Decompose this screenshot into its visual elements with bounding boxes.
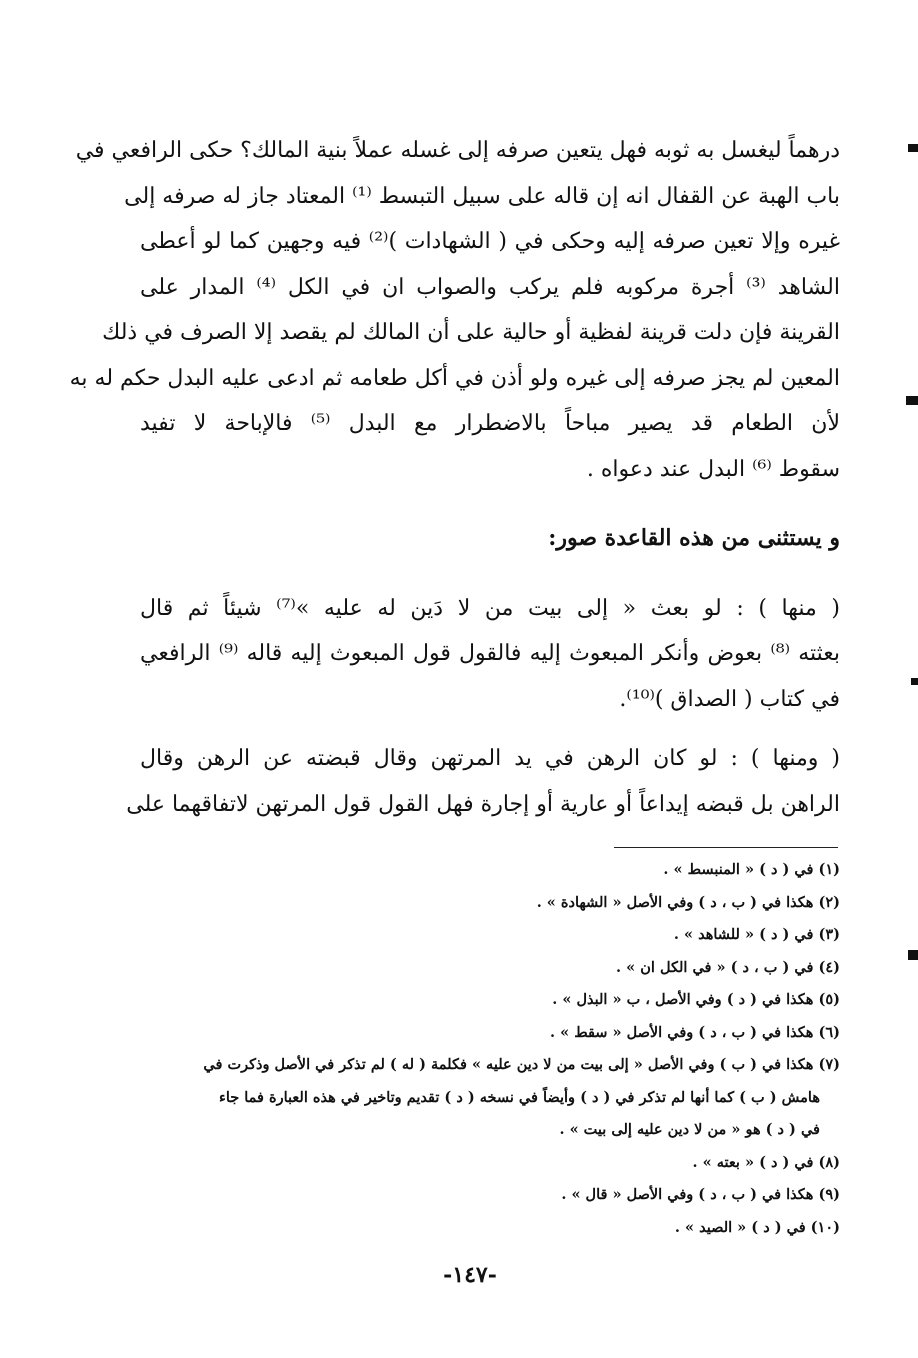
text-line: الشاهد ⁽³⁾ أجرة مركوبه فلم يركب والصواب ان في الكل ⁽⁴⁾ المدار على — [140, 274, 840, 300]
text-line: القرينة فإن دلت قرينة لفظية أو حالية على أن المالك لم يقصد إلا الصرف في ذلك — [102, 320, 840, 345]
footnote: (٣) في ( د ) « للشاهد » . — [673, 926, 840, 943]
text-line: في كتاب ( الصداق )⁽¹⁰⁾. — [619, 686, 840, 712]
footnote: (٩) هكذا في ( ب ، د ) وفي الأصل « قال » . — [561, 1186, 840, 1203]
scan-edge-mark — [908, 950, 918, 960]
footnote: (٨) في ( د ) « بعته » . — [692, 1153, 840, 1171]
footnote: (٢) هكذا في ( ب ، د ) وفي الأصل « الشهادة » . — [536, 893, 840, 911]
text-line: بعثته ⁽⁸⁾ بعوض وأنكر المبعوث إليه فالقول قول المبعوث إليه قاله ⁽⁹⁾ الرافعي — [140, 641, 840, 666]
text-line: درهماً ليغسل به ثوبه فهل يتعين صرفه إلى غسله عملاً بنية المالك؟ حكى الرافعي في — [75, 138, 840, 163]
scan-edge-mark — [908, 144, 918, 152]
text-line: الراهن بل قبضه إيداعاً أو عارية أو إجارة فهل القول قول المرتهن لاتفاقهما على — [126, 791, 840, 817]
footnote: (٧) هكذا في ( ب ) وفي الأصل « إلى بيت من لا دين عليه » فكلمة ( له ) لم تذكر في الأصل وذكرت في — [203, 1056, 840, 1073]
scan-edge-mark — [906, 396, 918, 405]
text-line: لأن الطعام قد يصير مباحاً بالاضطرار مع البدل ⁽⁵⁾ فالإباحة لا تفيد — [140, 411, 840, 436]
paragraph-3 — [126, 736, 840, 827]
footnote-divider — [614, 847, 838, 848]
text-line: ( منها ) : لو بعث « إلى بيت من لا دَين له عليه »⁽⁷⁾ شيئاً ثم قال — [140, 595, 840, 621]
footnote-continuation: هامش ( ب ) كما أنها لم تذكر في ( د ) وأيضاً في نسخه ( د ) تقديم وتاخير في هذه العبارة فما جاء — [219, 1088, 820, 1106]
text-line: باب الهبة عن القفال انه إن قاله على سبيل التبسط ⁽¹⁾ المعتاد جاز له صرفه إلى — [124, 183, 840, 209]
footnote-continuation: في ( د ) هو « من لا دين عليه إلى بيت » . — [559, 1121, 820, 1138]
paragraph-2 — [140, 586, 840, 723]
text-line: ( ومنها ) : لو كان الرهن في يد المرتهن وقال قبضته عن الرهن وقال — [140, 746, 840, 771]
footnotes — [130, 854, 840, 1244]
section-heading — [140, 516, 840, 562]
footnote: (٤) في ( ب ، د ) « في الكل ان » . — [616, 958, 840, 976]
scan-edge-mark — [911, 678, 918, 685]
text-line: غيره وإلا تعين صرفه إليه وحكى في ( الشهادات )⁽²⁾ فيه وجهين كما لو أعطى — [140, 229, 841, 254]
footnote: (١٠) في ( د ) « الصيد » . — [674, 1218, 840, 1236]
footnote: (٥) هكذا في ( د ) وفي الأصل ، ب « البذل » . — [552, 991, 840, 1008]
footnote: (٦) هكذا في ( ب ، د ) وفي الأصل « سقط » . — [549, 1023, 840, 1041]
footnote: (١) في ( د ) « المنبسط » . — [663, 861, 840, 878]
text-line: المعين لم يجز صرفه إلى غيره ولو أذن في أكل طعامه ثم ادعى عليه البدل حكم له به — [69, 365, 840, 391]
main-text — [69, 128, 841, 827]
page-number: -١٤٧- — [443, 1262, 497, 1288]
paragraph-1 — [69, 128, 841, 492]
heading-text: و يستثنى من هذه القاعدة صور: — [548, 525, 840, 551]
text-line: سقوط ⁽⁶⁾ البدل عند دعواه . — [586, 456, 840, 482]
